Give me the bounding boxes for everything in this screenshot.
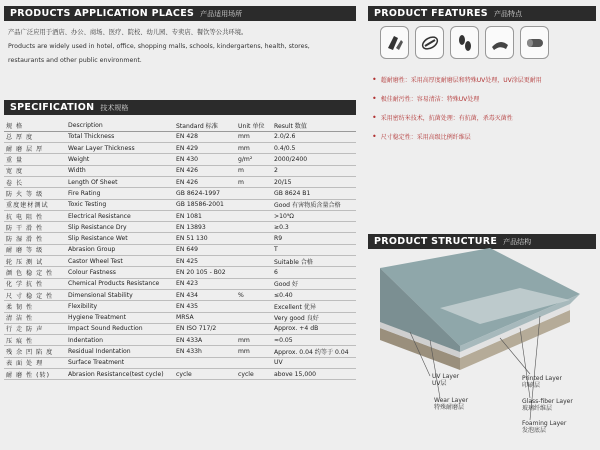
spec-standard: EN 649: [174, 244, 236, 255]
feature-icons: [380, 26, 549, 59]
spec-unit: [236, 278, 272, 289]
specification-header-row: [4, 120, 356, 131]
spec-unit: [236, 233, 272, 244]
spec-description: Toxic Testing: [66, 199, 174, 210]
spec-row: [4, 278, 356, 289]
spec-standard: GB 18586-2001: [174, 199, 236, 210]
spec-standard: MRSA: [174, 312, 236, 323]
spec-row: [4, 222, 356, 233]
spec-standard: EN 429: [174, 143, 236, 154]
applications-text-en-2: restaurants and other public environment.: [8, 57, 142, 64]
specification-table: [4, 120, 356, 380]
spec-standard: EN 433h: [174, 346, 236, 357]
spec-standard: EN 423: [174, 278, 236, 289]
spec-unit: [236, 210, 272, 221]
spec-standard: EN 425: [174, 256, 236, 267]
specification-title-cn: 技术规格: [100, 103, 129, 112]
spec-result: UV: [272, 357, 356, 368]
spec-cn: 防 干 滑 性: [4, 222, 66, 233]
spec-unit: [236, 199, 272, 210]
spec-unit: [236, 312, 272, 323]
spec-standard: EN 428: [174, 131, 236, 142]
spec-result: above 15,000: [272, 369, 356, 380]
spec-description: Castor Wheel Test: [66, 256, 174, 267]
spec-unit: [236, 357, 272, 368]
spec-cn: 柔 韧 性: [4, 301, 66, 312]
spec-description: Slip Resistance Dry: [66, 222, 174, 233]
spec-result: Excellent 优异: [272, 301, 356, 312]
spec-description: Length Of Sheet: [66, 176, 174, 187]
specification-title-bar: [4, 100, 356, 115]
spec-row: [4, 244, 356, 255]
applications-text: [8, 26, 356, 68]
spec-row: [4, 289, 356, 300]
spec-result: Approx. 0.04 约等于 0.04: [272, 346, 356, 357]
spec-cn: 化 学 抗 性: [4, 278, 66, 289]
spec-result: GB 8624 B1: [272, 188, 356, 199]
spec-description: Hygiene Treatment: [66, 312, 174, 323]
spec-description: Surface Treatment: [66, 357, 174, 368]
spec-standard: EN 435: [174, 301, 236, 312]
spec-standard: EN 430: [174, 154, 236, 165]
spec-result: 2000/2400: [272, 154, 356, 165]
spec-cn: 耐 磨 层 厚: [4, 143, 66, 154]
spec-unit: [236, 222, 272, 233]
spec-cn: 颜 色 稳 定 性: [4, 267, 66, 278]
spec-unit: [236, 188, 272, 199]
specification-rows: [4, 131, 356, 380]
spec-cn: 重 量: [4, 154, 66, 165]
spec-unit: cycle: [236, 369, 272, 380]
spec-cn: 防 火 等 级: [4, 188, 66, 199]
spec-standard: EN 1081: [174, 210, 236, 221]
spec-result: ≥0.3: [272, 222, 356, 233]
spec-result: R9: [272, 233, 356, 244]
layer-foaming: Foaming Layer 发泡底层: [522, 420, 567, 434]
applications-text-en-1: Products are widely used in hotel, office, shopping malls, schools, kindergartens, health, stores,: [8, 43, 310, 50]
spec-row: [4, 323, 356, 334]
spec-cn: 宽 度: [4, 165, 66, 176]
applications-title-bar: [4, 6, 356, 21]
spec-cn: 行 走 防 声: [4, 323, 66, 334]
spec-unit: [236, 301, 272, 312]
spec-cn: 耐 磨 性 (转): [4, 369, 66, 380]
spec-description: Chemical Products Resistance: [66, 278, 174, 289]
spec-result: >10⁹Ω: [272, 210, 356, 221]
spec-result: 20/15: [272, 176, 356, 187]
cleaning-icon: [485, 26, 514, 59]
spec-standard: EN 433A: [174, 335, 236, 346]
spec-result: Good 好: [272, 278, 356, 289]
spec-unit: [236, 267, 272, 278]
spec-unit: m: [236, 176, 272, 187]
spec-row: [4, 176, 356, 187]
spec-row: [4, 312, 356, 323]
spec-cn: 总 厚 度: [4, 131, 66, 142]
spec-row: [4, 301, 356, 312]
features-title-cn: 产品特点: [493, 9, 522, 18]
spec-row: [4, 188, 356, 199]
spec-row: [4, 143, 356, 154]
features-title-bar: [368, 6, 596, 21]
spec-description: Abrasion Resistance(test cycle): [66, 369, 174, 380]
spec-cn: 残 余 凹 陷 度: [4, 346, 66, 357]
structure-diagram: [370, 248, 596, 448]
spec-result: 6: [272, 267, 356, 278]
applications-text-cn: 产品广泛应用于酒店、办公、商场、医疗、院校、幼儿园、专卖店、餐饮等公共环境。: [8, 29, 248, 36]
spec-standard: EN 434: [174, 289, 236, 300]
spec-unit: m: [236, 165, 272, 176]
spec-row: [4, 233, 356, 244]
spec-unit: g/m²: [236, 154, 272, 165]
spec-result: Good 有害物质含量合格: [272, 199, 356, 210]
spec-row: [4, 165, 356, 176]
spec-unit: [236, 256, 272, 267]
structure-title: PRODUCT STRUCTURE: [374, 236, 498, 247]
spec-unit: [236, 244, 272, 255]
header-description: Description: [66, 120, 174, 131]
spec-description: Slip Resistance Wet: [66, 233, 174, 244]
spec-cn: 耐 磨 等 级: [4, 244, 66, 255]
spec-unit: [236, 323, 272, 334]
applications-title: PRODUCTS APPLICATION PLACES: [10, 8, 195, 19]
feature-item: • 尺寸稳定性：采用高级比例纤维层: [372, 127, 596, 146]
spec-row: [4, 131, 356, 142]
layer-wear: Wear Layer 特殊耐磨层: [434, 397, 469, 411]
spec-unit: mm: [236, 131, 272, 142]
spec-description: Total Thickness: [66, 131, 174, 142]
spec-description: Dimensional Stability: [66, 289, 174, 300]
header-unit: Unit 单位: [236, 120, 272, 131]
spec-result: ≤0.40: [272, 289, 356, 300]
spec-row: [4, 335, 356, 346]
structure-title-bar: [368, 234, 596, 249]
spec-row: [4, 154, 356, 165]
layer-printed: Printed Layer 印刷层: [522, 375, 562, 389]
spec-standard: cycle: [174, 369, 236, 380]
spec-cn: 抗 电 阻 性: [4, 210, 66, 221]
spec-standard: GB 8624-1997: [174, 188, 236, 199]
spec-result: Approx. +4 dB: [272, 323, 356, 334]
spec-unit: mm: [236, 346, 272, 357]
header-result: Result 数值: [272, 120, 356, 131]
spec-description: Abrasion Group: [66, 244, 174, 255]
roll-icon: [520, 26, 549, 59]
spec-row: [4, 369, 356, 380]
spec-row: [4, 346, 356, 357]
spec-description: Flexibility: [66, 301, 174, 312]
spec-unit: mm: [236, 143, 272, 154]
spec-standard: EN 20 105 - B02: [174, 267, 236, 278]
spec-standard: EN 13893: [174, 222, 236, 233]
feature-item: • 极佳耐污性：容易清洁：特殊UV处理: [372, 89, 596, 108]
spec-result: 2.0/2.6: [272, 131, 356, 142]
spec-row: [4, 267, 356, 278]
spec-cn: 重度建材测试: [4, 199, 66, 210]
spec-standard: EN 51 130: [174, 233, 236, 244]
spec-cn: 卷 长: [4, 176, 66, 187]
spec-result: Suitable 合格: [272, 256, 356, 267]
spec-result: Very good 良好: [272, 312, 356, 323]
layer-glass-fiber: Glass-fiber Layer 玻璃纤维层: [522, 398, 573, 412]
feature-item: • 采用密纺米技术，抗菌处理：有抗菌，杀毒灭菌性: [372, 108, 596, 127]
spec-description: Width: [66, 165, 174, 176]
spec-cn: 清 洁 性: [4, 312, 66, 323]
spec-row: [4, 210, 356, 221]
non-slip-icon: [415, 26, 444, 59]
spec-description: Fire Rating: [66, 188, 174, 199]
spec-cn: 表 面 处 理: [4, 357, 66, 368]
spec-description: Indentation: [66, 335, 174, 346]
feature-item: • 超耐磨性：采用高厚度耐磨层和特殊UV处理，UV涂层更耐用: [372, 70, 596, 89]
structure-title-cn: 产品结构: [503, 237, 532, 246]
specification-title: SPECIFICATION: [10, 102, 95, 113]
header-standard: Standard 标准: [174, 120, 236, 131]
features-title: PRODUCT FEATURES: [374, 8, 488, 19]
footprint-icon: [450, 26, 479, 59]
applications-title-cn: 产品适用场所: [200, 9, 243, 18]
spec-result: 2: [272, 165, 356, 176]
spec-result: ≈0.05: [272, 335, 356, 346]
spec-description: Residual Indentation: [66, 346, 174, 357]
spec-cn: 防 湿 滑 性: [4, 233, 66, 244]
spec-row: [4, 199, 356, 210]
spec-standard: [174, 357, 236, 368]
layer-uv: UV Layer UV层: [432, 373, 460, 387]
spec-description: Electrical Resistance: [66, 210, 174, 221]
spec-description: Impact Sound Reduction: [66, 323, 174, 334]
spec-cn: 压 痕 性: [4, 335, 66, 346]
layer-stack: [380, 248, 580, 370]
spec-description: Wear Layer Thickness: [66, 143, 174, 154]
spec-row: [4, 256, 356, 267]
spec-unit: mm: [236, 335, 272, 346]
wear-resistant-icon: [380, 26, 409, 59]
spec-standard: EN 426: [174, 165, 236, 176]
spec-standard: EN 426: [174, 176, 236, 187]
spec-unit: %: [236, 289, 272, 300]
header-cn: 规 格: [4, 120, 66, 131]
spec-description: Weight: [66, 154, 174, 165]
spec-cn: 轮 压 测 试: [4, 256, 66, 267]
spec-row: [4, 357, 356, 368]
spec-result: T: [272, 244, 356, 255]
features-list: [372, 70, 596, 146]
spec-description: Colour Fastness: [66, 267, 174, 278]
spec-standard: EN ISO 717/2: [174, 323, 236, 334]
spec-cn: 尺 寸 稳 定 性: [4, 289, 66, 300]
spec-result: 0.4/0.5: [272, 143, 356, 154]
